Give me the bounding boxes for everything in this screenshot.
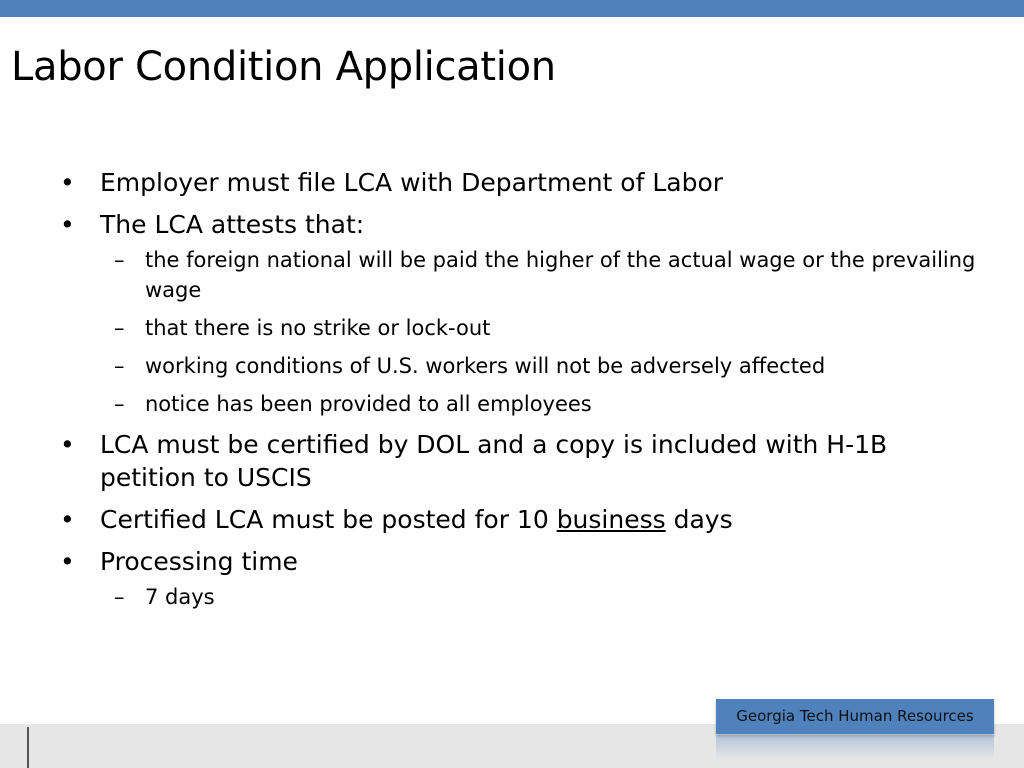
sub-bullet-marker: – [114, 585, 125, 609]
sub-bullet-marker: – [114, 354, 125, 378]
bullet-text: LCA must be certified by DOL and a copy is included with H-1B petition to USCIS [100, 430, 888, 492]
bullet-text: The LCA attests that: [100, 210, 365, 239]
sub-bullet-text: the foreign national will be paid the higher of the actual wage or the prevailing wage [145, 248, 976, 302]
bullet-marker: • [60, 547, 75, 576]
bullet-item [60, 166, 980, 199]
slide-title: Labor Condition Application [11, 44, 556, 90]
sub-bullet-text: working conditions of U.S. workers will not be adversely affected [145, 354, 826, 378]
sub-bullet-item [100, 245, 980, 305]
bullet-item [60, 208, 980, 241]
bullet-list [60, 166, 980, 620]
sub-bullet-text: 7 days [145, 585, 215, 609]
bullet-item [60, 545, 980, 578]
bullet-item [60, 503, 980, 536]
left-divider [27, 727, 29, 768]
bullet-marker: • [60, 430, 75, 459]
bullet-text-part: days [665, 505, 733, 534]
sub-bullet-marker: – [114, 392, 125, 416]
sub-bullet-item [100, 389, 980, 419]
bullet-marker: • [60, 168, 75, 197]
bullet-text [100, 505, 733, 534]
footer-label-box: Georgia Tech Human Resources [716, 699, 994, 734]
sub-bullet-marker: – [114, 316, 125, 340]
bullet-marker: • [60, 505, 75, 534]
bullet-item [60, 428, 980, 494]
bullet-text-part: Certified LCA must be posted for 10 [100, 505, 557, 534]
footer-reflection [716, 735, 994, 759]
bullet-marker: • [60, 210, 75, 239]
sub-bullet-item [100, 582, 980, 612]
bullet-text: Employer must file LCA with Department of Labor [100, 168, 724, 197]
bullet-text: Processing time [100, 547, 298, 576]
sub-bullet-text: notice has been provided to all employees [145, 392, 592, 416]
sub-bullet-marker: – [114, 248, 125, 272]
sub-bullet-item [100, 351, 980, 381]
top-accent-bar [0, 0, 1024, 17]
sub-bullet-item [100, 313, 980, 343]
underlined-word: business [556, 505, 666, 534]
sub-bullet-text: that there is no strike or lock-out [145, 316, 491, 340]
